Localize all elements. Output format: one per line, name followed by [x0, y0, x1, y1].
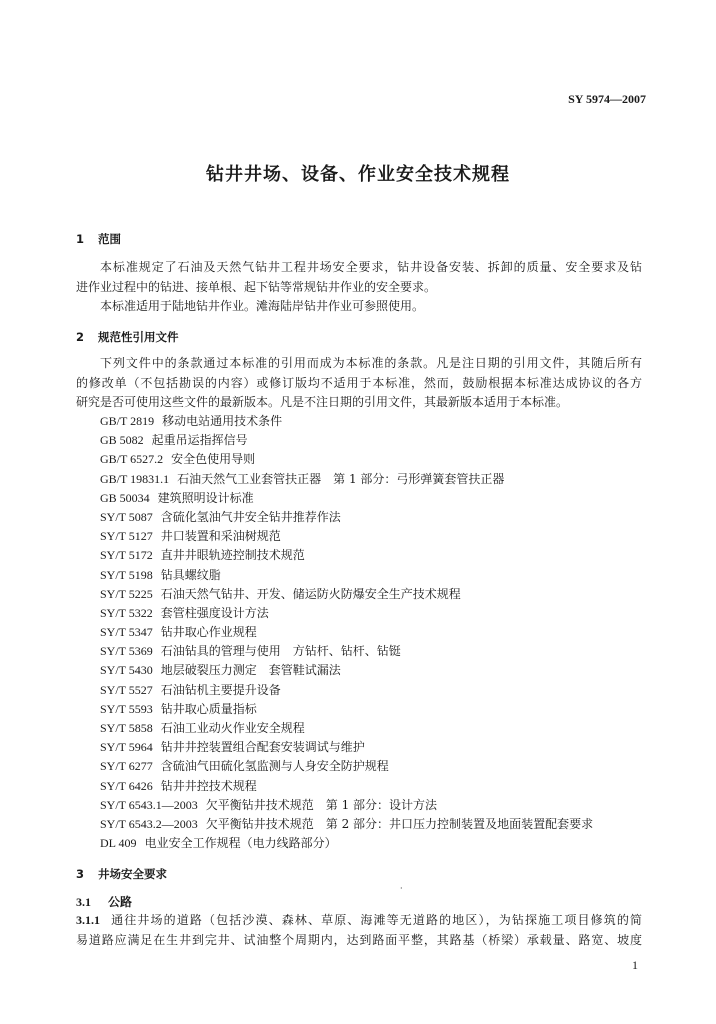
intro-line-1: 下列文件中的条款通过本标准的引用而成为本标准的条款。凡是注日期的引用文件，其随后所有 [100, 356, 642, 370]
reference-title: 石油钻具的管理与使用 方钻杆、钻杆、钻铤 [160, 644, 401, 659]
reference-title: 石油天然气工业套管扶正器 第 1 部分：弓形弹簧套管扶正器 [177, 471, 505, 486]
reference-item [100, 681, 593, 700]
reference-title: 安全色使用导则 [171, 452, 256, 467]
scan-speck: · [400, 884, 403, 893]
reference-code: SY/T 5225 [100, 586, 153, 601]
reference-title: 移动电站通用技术条件 [162, 414, 283, 428]
reference-item [100, 623, 593, 642]
reference-item [100, 508, 593, 527]
reference-code: SY/T 6277 [100, 759, 153, 774]
reference-code: SY/T 5369 [100, 644, 153, 659]
reference-code: SY/T 6543.1—2003 [100, 797, 198, 812]
reference-title: 欠平衡钻井技术规范 第 2 部分：井口压力控制装置及地面装置配套要求 [205, 816, 594, 831]
clause-3-1-1 [76, 911, 642, 950]
reference-title: 建筑照明设计标准 [157, 490, 254, 505]
reference-title: 钻具螺纹脂 [160, 567, 221, 582]
reference-item [100, 738, 593, 757]
reference-code: SY/T 5087 [100, 509, 153, 524]
reference-code: SY/T 5198 [100, 567, 153, 582]
reference-code: GB 50034 [100, 490, 150, 505]
reference-item [100, 527, 593, 546]
reference-title: 钻井取心作业规程 [160, 625, 257, 640]
clause-text-1: 通往井场的道路（包括沙漠、森林、草原、海滩等无道路的地区），为钻探施工项目修筑的简 [110, 913, 642, 927]
reference-item [100, 757, 593, 776]
reference-title: 地层破裂压力测定 套管鞋试漏法 [160, 663, 341, 678]
clause-line-1 [76, 911, 642, 931]
section-number: 1 [76, 232, 85, 246]
reference-item [100, 431, 593, 450]
reference-title: 起重吊运指挥信号 [151, 433, 248, 448]
reference-code: SY/T 6426 [100, 778, 153, 793]
reference-title: 井口装置和采油树规范 [160, 529, 281, 544]
reference-item [100, 642, 593, 661]
reference-item [100, 661, 593, 680]
reference-code: SY/T 5964 [100, 740, 153, 755]
reference-item [100, 450, 593, 469]
reference-code: GB/T 6527.2 [100, 452, 164, 467]
subsection-number: 3.1 [76, 895, 91, 909]
reference-code: GB/T 2819 [100, 414, 155, 428]
references-intro [76, 354, 642, 413]
reference-code: DL 409 [100, 836, 137, 851]
reference-code: SY/T 5347 [100, 625, 153, 640]
section-number: 2 [76, 330, 85, 344]
reference-item [100, 546, 593, 565]
reference-code: SY/T 5858 [100, 721, 153, 735]
intro-line-3: 研究是否可使用这些文件的最新版本。凡是不注日期的引用文件，其最新版本适用于本标准。 [76, 395, 569, 409]
section-heading-normative-references [76, 329, 179, 345]
reference-code: SY/T 5172 [100, 548, 153, 563]
reference-item [100, 815, 593, 834]
page-number: 1 [632, 958, 638, 972]
reference-item [100, 489, 593, 508]
section-heading-scope [76, 231, 121, 247]
reference-list [100, 412, 593, 853]
reference-item [100, 585, 593, 604]
reference-code: GB 5082 [100, 433, 144, 448]
reference-title: 石油钻机主要提升设备 [160, 682, 281, 697]
section-number: 3 [76, 867, 85, 881]
subsection-heading-road [76, 893, 132, 910]
reference-title: 套管柱强度设计方法 [160, 605, 269, 620]
reference-item [100, 834, 593, 853]
reference-title: 欠平衡钻井技术规范 第 1 部分：设计方法 [205, 797, 438, 812]
scope-line-3: 本标准适用于陆地钻井作业。滩海陆岸钻井作业可参照使用。 [100, 299, 425, 313]
reference-code: SY/T 5430 [100, 663, 153, 678]
section-title: 井场安全要求 [98, 867, 167, 881]
reference-item [100, 566, 593, 585]
reference-item [100, 796, 593, 815]
section-heading-wellsite-safety [76, 866, 167, 882]
reference-code: SY/T 5527 [100, 682, 153, 697]
reference-item [100, 470, 593, 489]
reference-item [100, 700, 593, 719]
reference-title: 含硫油气田硫化氢监测与人身安全防护规程 [160, 759, 389, 774]
scope-line-1: 本标准规定了石油及天然气钻井工程井场安全要求，钻井设备安装、拆卸的质量、安全要求及钻 [100, 260, 642, 274]
reference-item [100, 719, 593, 738]
clause-line-2: 易道路应满足在生井到完井、试油整个周期内，达到路面平整，其路基（桥梁）承载量、路宽、坡度 [76, 932, 642, 947]
document-title: 钻井井场、设备、作业安全技术规程 [206, 164, 510, 185]
reference-code: SY/T 5322 [100, 605, 153, 620]
reference-code: SY/T 5127 [100, 529, 153, 544]
reference-code: SY/T 6543.2—2003 [100, 816, 198, 831]
subsection-title: 公路 [108, 895, 133, 909]
reference-title: 石油天然气钻井、开发、储运防火防爆安全生产技术规程 [160, 586, 461, 601]
clause-number: 3.1.1 [76, 913, 100, 927]
section-title: 规范性引用文件 [98, 330, 179, 344]
section-title: 范围 [98, 232, 121, 246]
reference-title: 钻井取心质量指标 [160, 701, 257, 716]
scope-line-2: 进作业过程中的钻进、接单根、起下钻等常规钻井作业的安全要求。 [76, 279, 437, 294]
reference-title: 钻井井控技术规程 [160, 778, 257, 793]
scope-paragraph [76, 258, 642, 317]
standard-code: SY 5974—2007 [568, 92, 646, 106]
reference-code: SY/T 5593 [100, 701, 153, 716]
reference-item [100, 777, 593, 796]
reference-title: 含硫化氢油气井安全钻井推荐作法 [160, 509, 341, 524]
reference-title: 石油工业动火作业安全规程 [160, 721, 305, 735]
intro-line-2: 的修改单（不包括勘误的内容）或修订版均不适用于本标准，然而，鼓励根据本标准达成协议的各方 [76, 375, 642, 390]
reference-title: 电业安全工作规程（电力线路部分） [144, 836, 337, 851]
reference-code: GB/T 19831.1 [100, 471, 170, 486]
reference-title: 直井井眼轨迹控制技术规范 [160, 548, 305, 563]
reference-item [100, 412, 593, 431]
reference-title: 钻井井控装置组合配套安装调试与维护 [160, 740, 365, 755]
reference-item [100, 604, 593, 623]
